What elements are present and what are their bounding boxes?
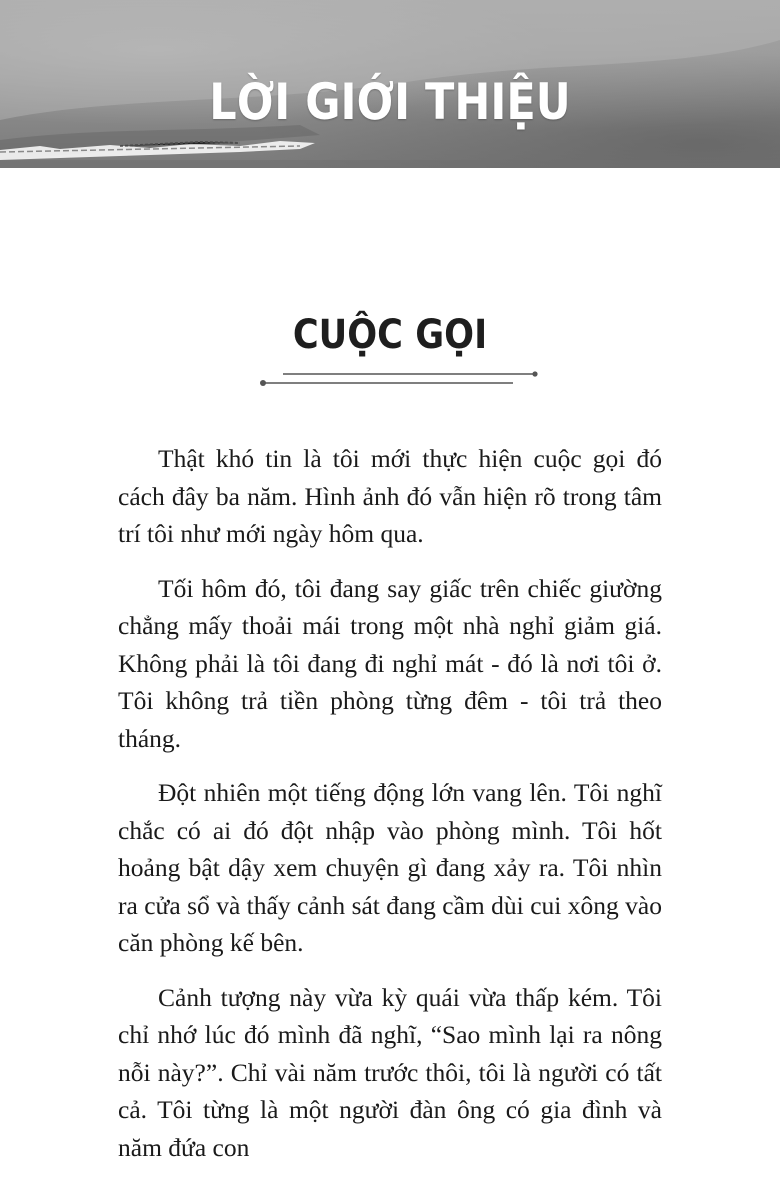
header-banner <box>0 0 780 168</box>
title-divider-ornament <box>255 366 545 392</box>
chapter-body <box>118 440 662 1183</box>
chapter-title: CUỘC GỌI <box>292 312 488 358</box>
paragraph: Thật khó tin là tôi mới thực hiện cuộc gọi đó cách đây ba năm. Hình ảnh đó vẫn hiện rõ trong tâm trí tôi như mới ngày hôm qua. <box>118 444 662 548</box>
paragraph: Đột nhiên một tiếng động lớn vang lên. Tôi nghĩ chắc có ai đó đột nhập vào phòng mình. Tôi hốt hoảng bật dậy xem chuyện gì đang xảy ra. Tôi nhìn ra cửa sổ và thấy cảnh sát đang cầm dùi cui xông vào căn phòng kế bên. <box>118 778 662 957</box>
paragraph: Tối hôm đó, tôi đang say giấc trên chiếc giường chẳng mấy thoải mái trong một nhà nghỉ giảm giá. Không phải là tôi đang đi nghỉ mát - đó là nơi tôi ở. Tôi không trả tiền phòng từng đêm - tôi trả theo tháng. <box>118 573 662 753</box>
section-title: LỜI GIỚI THIỆU <box>209 73 571 131</box>
paragraph: Cảnh tượng này vừa kỳ quái vừa thấp kém. Tôi chỉ nhớ lúc đó mình đã nghĩ, “Sao mình lại ra nông nỗi này?”. Chỉ vài năm trước thôi, tôi là người có tất cả. Tôi từng là một người đàn ông có gia đình và năm đứa con <box>118 982 662 1162</box>
